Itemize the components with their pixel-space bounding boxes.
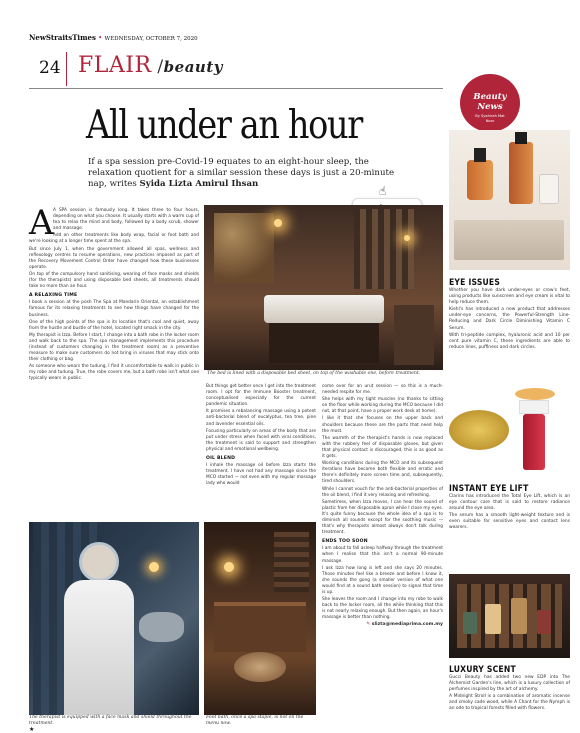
col3-p5: Working conditions during the MCO and its subsequent iterations have become both flexible and erratic and there's definitely more screen time and, subsequently, tired shoulders.: [322, 461, 443, 485]
gucci-perfume-photo: [449, 574, 570, 658]
col3-p9: I ask Izza how long is left and she says 20 minutes. Those minutes feel like a breeze and before I know it, she sounds the gong (a smaller version of what one would find at a sound bath session) to signal that time is up.: [322, 565, 443, 595]
col3-p3: I like it that she focuses on the upper back and shoulders because these are the parts that need help the most.: [322, 416, 443, 434]
sidebar-body-luxury-scent: [449, 675, 570, 713]
caption-bottom-left: The therapist is equipped with a face mask and shield throughout the treatment.: [29, 715, 192, 726]
col1-p5: I book a session at the posh The Spa at Mandarin Oriental, an establishment famous for its relaxing treatments to see how things have changed for the business.: [29, 300, 199, 318]
col2-p1: But things get better once I get into the treatment room. I opt for the Immune Booster treatment, conceptualised especially for the current pandemic situation.: [206, 384, 316, 408]
page-number: 24: [39, 58, 61, 78]
caption-bottom-middle: Foot bath, once a spa staple, is not on the menu now.: [206, 715, 304, 726]
header-divider: [66, 52, 67, 86]
sidebar-heading-luxury-scent: LUXURY SCENT: [449, 665, 516, 675]
article-col3: [322, 384, 443, 629]
subhead-ends-too-soon: ENDS TOO SOON: [322, 539, 368, 545]
eye-issues-p1: Whether you have dark under-eyes or crow's feet, using products like sunscreen and eye cream is vital to help reduce them.: [449, 288, 570, 306]
eye-lift-p1: Clarins has introduced the Total Eye Lift, which is an eye contour care that is said to restore radiance around the eye area.: [449, 494, 570, 512]
badge-byline: By Syahirah Mat Noor: [475, 114, 505, 123]
col1-p3: But since July 1, when the government allowed all spas, wellness and reflexology centres to resume operations, new practices imposed as part of the Recovery Movement Control Order have changed how these businesses operate.: [29, 246, 199, 270]
masthead: NewStraitsTimes • WEDNESDAY, OCTOBER 7, 2020: [29, 33, 198, 42]
author-email: [322, 622, 443, 628]
col1-p2: Add on other treatments like body wrap, facial or foot bath and we're looking at a longer time spent at the spa.: [29, 233, 199, 245]
article-col2: [206, 384, 316, 489]
sidebar-item-eye-issues: [449, 278, 570, 352]
paper-name: NewStraitsTimes: [29, 33, 96, 42]
section-label: FLAIR /beauty: [78, 53, 223, 78]
therapist-photo: [29, 522, 199, 715]
sidebar-item-instant-eye-lift: [449, 484, 570, 533]
col2-p3: Focusing particularly on areas of the body that are put under stress when faced with viral conditions, the treatment is said to support and strengthen physical and emotional wellbeing.: [206, 428, 316, 452]
clarins-eye-lift-photo: [449, 380, 570, 470]
beauty-news-badge: [460, 74, 520, 132]
headline: All under an hour: [86, 103, 362, 148]
caption-top-photo: The bed is lined with a disposable bed sheet, on top of the washable one, before treatment.: [207, 371, 421, 376]
sidebar-item-luxury-scent: [449, 665, 570, 714]
col1-p8: As someone who wears the tudung, I find it uncomfortable to walk in public in my robe and tudung. True, the robe covers me, but a bath robe isn't what one typically wears in public.: [29, 364, 199, 382]
col1-p4: On top of the compulsory hand sanitising, wearing of face masks and shields (for the therapists) and using disposable bed sheets, all treatments should take no more than an hour.: [29, 271, 199, 290]
col3-p6: While I cannot vouch for the anti-bacterial properties of the oil blend, I find it very relaxing and refreshing.: [322, 486, 443, 498]
col3-p8: I am about to fall asleep halfway through the treatment when I realise that this isn't a normal 90-minute massage.: [322, 546, 443, 564]
col3-p10: She leaves the room and I change into my robe to walk back to the locker room, all the while thinking that this is not nearly relaxing enough. But then again, an hour's massage is better than nothing.: [322, 597, 443, 621]
foot-bath-photo: [204, 522, 316, 715]
subhead-relaxing: A RELAXING TIME: [29, 293, 78, 299]
col2-p2: It promises a rebalancing massage using a potent anti-bacterial blend of eucalyptus, tea tree, pine and lavender essential oils.: [206, 409, 316, 427]
sidebar-body-instant-eye-lift: [449, 494, 570, 532]
eye-issues-p3: With tri-peptide complex, hyaluronic acid and 10 per cent pure vitamin C, these ingredients are able to reduce lines, puffiness and dark circles.: [449, 332, 570, 350]
col3-p7: Sometimes, when Izza moves, I can hear the sound of plastic from her disposable apron while I close my eyes. It's quite funny because the whole idea of a spa is to diminish all sounds except for the soothing music — that's why therapists almost always don't talk during treatment.: [322, 499, 443, 536]
eye-issues-p2: Kiehl's has introduced a new product that addresses under-eye concerns, the Powerful-Strength Line-Reducing and Dark Circle Diminishing Vitamin C Serum.: [449, 307, 570, 331]
kiehls-serum-photo: [449, 130, 570, 270]
luxury-scent-p1: Gucci Beauty has added two new EDP into The Alchemist Garden's line, which is a luxury collection of perfumes inspired by the art of alchemy.: [449, 675, 570, 693]
sidebar-heading-instant-eye-lift: INSTANT EYE LIFT: [449, 484, 529, 494]
col1-p7: My therapist is Izza. Before I start, I change into a bath robe in the locker room and walk back to the spa. The spa management implements this procedure (instead of customers changing in the treatment room) as a preventive measure to make sure customers do not bring in viruses that may stick onto their clothing or bag.: [29, 332, 199, 363]
email-icon: ✎: [366, 622, 371, 628]
subsection-name: beauty: [163, 58, 223, 76]
eye-lift-p2: The serum has a smooth light-weight texture and is even suitable for sensitive eyes and contact lens wearers.: [449, 513, 570, 531]
header-rule: [29, 88, 443, 89]
article-col1: [29, 203, 199, 384]
sidebar-heading-eye-issues: EYE ISSUES: [449, 278, 501, 288]
deck-text: If a spa session pre-Covid-19 equates to an eight-hour sleep, the relaxation quotient for a similar session these days is just a 20-minute nap, writes: [88, 157, 395, 189]
col1-p1: A SPA session is famously long. It takes three to four hours, depending on what you choose. It usually starts with a warm cup of tea to relax the mind and body, followed by a body scrub, shower and massage.: [53, 208, 199, 232]
star-icon: ★: [29, 726, 35, 733]
sidebar: [449, 52, 570, 724]
sidebar-body-eye-issues: [449, 288, 570, 351]
issue-date: WEDNESDAY, OCTOBER 7, 2020: [104, 36, 198, 42]
col1-p6: One of the high points of the spa is its location that's cool and quiet, away from the hustle and bustle of the hotel, located right smack in the city.: [29, 319, 199, 331]
col3-p1: come over for an urut session — so this is a much-needed respite for me.: [322, 384, 443, 396]
spa-room-photo: [204, 205, 443, 370]
col3-p4: The warmth of the therapist's hands is now replaced with the rubbery feel of disposable gloves, but given that physical contact is discouraged, this is as good as it gets.: [322, 435, 443, 460]
subhead-oil-blend: OIL BLEND: [206, 456, 236, 462]
section-name: FLAIR: [78, 53, 152, 78]
col2-p4: I inhale the massage oil before Izza starts the treatment. I have not had any massage since the MCO started — not even with my regular massage lady who would: [206, 463, 316, 487]
col3-p2: She helps with my tight muscles (no thanks to sitting on the floor while working during the MCO because I did not, at that point, have a proper work desk at home).: [322, 397, 443, 415]
deck: [88, 157, 410, 189]
badge-title: Beauty News: [473, 92, 507, 112]
drop-cap: A: [29, 203, 54, 243]
hand-icon: ☝: [379, 184, 387, 198]
author-email-link[interactable]: slizta@mediaprima.com.my: [371, 622, 443, 628]
luxury-scent-p2: A Midnight Stroll is a combination of aromatic incense and smoky cade wood, while A Chant for the Nymph is an ode to tropical forests filled with flowers.: [449, 694, 570, 712]
byline: Syida Lizta Amirul Ihsan: [139, 178, 259, 189]
